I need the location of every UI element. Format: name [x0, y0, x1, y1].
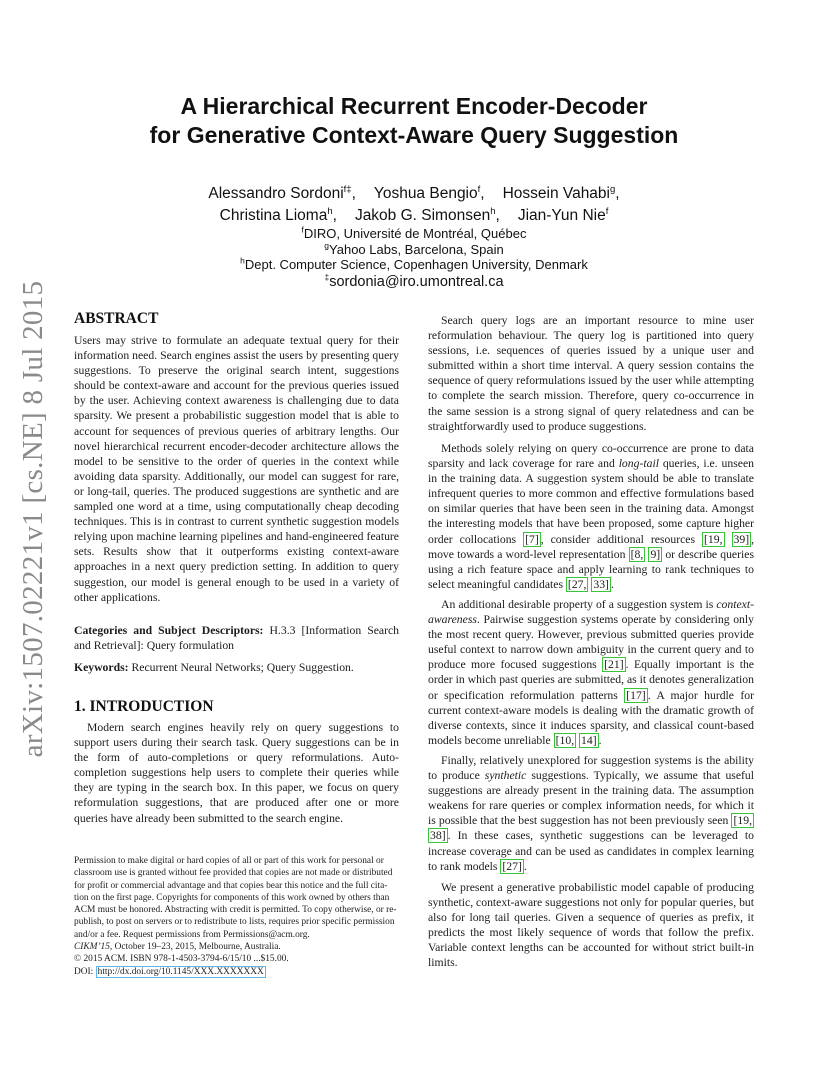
author-name: Hossein Vahabi — [502, 185, 610, 202]
permission-line: ACM must be honored. Abstracting with credit is permitted. To copy otherwise, or re- — [74, 905, 397, 916]
author-name: Jian-Yun Nie — [517, 207, 606, 224]
intro-text: Modern search engines heavily rely on query suggestions to support users during their search task. Query suggestions can be in the form of auto-completions or query reformulations. Auto-completion suggestions help users to complete their queries while they are typing in the search box. In this paper, we focus on query reformulation suggestions, that are produced after one or more queries have already been submitted to the search engine. — [74, 721, 399, 825]
text-run: Finally, relatively unexplored for suggestion systems is the ability to produce — [428, 754, 754, 783]
copyright-line: © 2015 ACM. ISBN 978-1-4503-3794-6/15/10 ...$15.00. — [74, 954, 289, 965]
keywords-paragraph — [74, 660, 399, 675]
title-line-2: for Generative Context-Aware Query Suggestion — [149, 122, 679, 148]
author-affil-mark: h — [490, 205, 496, 217]
author-name: Jakob G. Simonsen — [354, 207, 491, 224]
author-name: Christina Lioma — [219, 207, 328, 224]
citation-link[interactable]: [8, — [630, 547, 644, 561]
text-run: suggestions. Typically, we assume that useful suggestions are already present in the training data. The assumption weakens for rare queries or complex information needs, for which it is possible that the best suggestion has not been previously seen — [428, 769, 755, 828]
author-name: Alessandro Sordoni — [208, 185, 344, 202]
abstract-heading: ABSTRACT — [74, 310, 159, 327]
citation-link[interactable]: [17] — [626, 688, 646, 702]
permission-notice — [74, 855, 404, 978]
text-run: Methods solely relying on query co-occurrence are prone to data sparsity and lack coverage for rare and — [428, 442, 754, 471]
paper-title — [0, 92, 828, 150]
author-affil-mark: h — [327, 205, 333, 217]
text-run: . Equally important is the order in which past queries are submitted, as it denotes generalization or specification reformulation patterns — [428, 658, 754, 702]
text-run: . A major hurdle for current context-aware models is dealing with the dramatic growth of diverse contexts, since it induces sparsity, and classical count-based models become unreliable — [428, 688, 754, 747]
text-run: . In these cases, synthetic suggestions can be leveraged to increase coverage and can be used as candidates in complex learning to rank models — [428, 829, 754, 873]
affil-mark: g — [324, 240, 330, 251]
author-name: Yoshua Bengio — [373, 185, 478, 202]
affiliation: Yahoo Labs, Barcelona, Spain — [329, 241, 504, 257]
text-run: , move towards a word-level representation — [428, 532, 755, 561]
permission-line: and/or a fee. Request permissions from Permissions@acm.org. — [74, 929, 310, 940]
text-run: . Pairwise suggestion systems operate by considering only the most recent query. However, previous submitted queries provide useful context to narrow down ambiguity in the current query and to produce more focused suggestions — [428, 613, 754, 672]
citation-link[interactable]: 33] — [593, 577, 609, 591]
right-paragraph-2 — [428, 441, 754, 592]
intro-heading: 1. INTRODUCTION — [74, 698, 214, 715]
citation-link[interactable]: [7] — [525, 532, 539, 546]
doi-link[interactable]: http://dx.doi.org/10.1145/XXX.XXXXXXX — [97, 966, 264, 977]
abstract-text: Users may strive to formulate an adequate textual query for their information need. Search engines assist the users by presenting query suggestions. To preserve the original search intent, suggestions should be context-aware and account for the previous queries issued by the user. Achieving context awareness is challenging due to data sparsity. We present a probabilistic suggestion model that is able to account for sequences of previous queries of arbitrary lengths. Our novel hierarchical recurrent encoder-decoder architecture allows the model to be sensitive to the order of queries in the context while avoiding data sparsity. Additionally, our model can suggest for rare, or long-tail, queries. The produced suggestions are synthetic and are sampled one word at a time, using computationally cheap decoding techniques. This is in contrast to current synthetic suggestion models relying upon machine learning pipelines and hand-engineered feature sets. Results show that it outperforms existing context-aware approaches in a next query prediction setting. In addition to query suggestion, our model is general enough to be used in a variety of other applications. — [74, 334, 399, 604]
citation-link[interactable]: [27, — [567, 577, 587, 591]
conference-details: October 19–23, 2015, Melbourne, Australia. — [114, 942, 281, 953]
text-run: An additional desirable property of a suggestion system is — [441, 598, 717, 611]
text-run: or describe queries using a rich feature space and apply learning to rank techniques to select meaningful candidates — [428, 547, 754, 591]
emphasis-text: synthetic — [484, 769, 527, 783]
citation-link[interactable]: 9] — [650, 547, 661, 561]
categories-paragraph — [74, 623, 399, 653]
citation-link[interactable]: 39] — [733, 532, 750, 546]
keywords-text: Recurrent Neural Networks; Query Suggestion. — [131, 661, 354, 674]
text-run: , consider additional resources — [540, 532, 702, 546]
permission-line: publish, to post on servers or to redistribute to lists, requires prior specific permission — [74, 917, 395, 928]
author-affil-mark: f‡ — [343, 183, 352, 195]
doi-label: DOI: — [74, 966, 94, 977]
conference-name: CIKM’15, — [74, 942, 113, 953]
categories-label: Categories and Subject Descriptors: — [74, 624, 264, 637]
affil-mark: f — [301, 224, 304, 235]
right-paragraph-1: Search query logs are an important resource to mine user reformulation behaviour. The query log is partitioned into query sessions, i.e. sequences of queries issued by a unique user and submitted within a short time interval. A query session contains the sequence of query reformulations issued by the user while attempting to complete the search mission. Therefore, query co-occurrence in the same session is a strong signal of query relatedness and can be straightforwardly used to produce suggestions. — [428, 314, 754, 433]
citation-link[interactable]: [19, — [704, 532, 723, 546]
citation-link[interactable]: 14] — [581, 733, 597, 747]
right-paragraph-5: We present a generative probabilistic model capable of producing synthetic, context-aware suggestions not only for popular queries, but also for long tail queries. Given a sequence of queries as prefix, it predicts the most likely sequence of words that follow the prefix. Variable context lengths can be accounted for without strict built-in limits. — [428, 881, 754, 970]
email-address: sordonia@iro.umontreal.ca — [329, 274, 504, 290]
contact-email — [0, 274, 828, 290]
citation-link[interactable]: [27] — [502, 859, 522, 873]
citation-link[interactable]: [10, — [555, 733, 575, 747]
right-paragraph-4 — [428, 753, 754, 874]
permission-line: for profit or commercial advantage and that copies bear this notice and the full cita- — [74, 880, 388, 891]
affiliation: Dept. Computer Science, Copenhagen University, Denmark — [244, 257, 588, 272]
text-run: . — [610, 577, 614, 591]
citation-link[interactable]: [21] — [604, 658, 624, 672]
permission-line: tion on the first page. Copyrights for components of this work owned by others than — [74, 892, 390, 903]
emphasis-text: context-awareness — [428, 598, 754, 627]
citation-link[interactable]: 38] — [430, 829, 446, 843]
author-list: Alessandro Sordoni$^{f\ddagger}$, Yoshua Bengio$^f$, Hossein Vahabi$^g$, Christina Lioma$^h$, Jakob G. Simonsen$^h$, Jian-Yun Nie$^f$ — [208, 183, 620, 224]
text-run: queries, i.e. unseen in the training data. A suggestion system should be able to translate infrequent queries to more common and effective formulations based on similar queries that have been seen in the training data. Amongst the interesting models that have been proposed, some capture higher order collocations — [428, 457, 754, 546]
permission-line: classroom use is granted without fee provided that copies are not made or distributed — [74, 868, 393, 879]
right-paragraph-3 — [428, 597, 754, 748]
author-affil-mark: f — [605, 205, 609, 217]
categories-text: H.3.3 [Information Search and Retrieval]: Query formulation — [74, 624, 400, 653]
title-line-1: A Hierarchical Recurrent Encoder-Decoder — [180, 93, 648, 119]
permission-line: Permission to make digital or hard copies of all or part of this work for personal or — [74, 856, 384, 866]
affil-mark: h — [240, 255, 245, 266]
text-run: . — [598, 733, 602, 747]
keywords-label: Keywords: — [74, 661, 129, 674]
affiliation: DIRO, Université de Montréal, Québec — [303, 226, 527, 241]
emphasis-text: long-tail — [618, 457, 659, 471]
text-run: . — [523, 859, 527, 873]
citation-link[interactable]: [19, — [733, 814, 752, 828]
email-mark: ‡ — [324, 272, 330, 283]
arxiv-stamp: arXiv:1507.02221v1 [cs.NE] 8 Jul 2015 — [17, 280, 49, 758]
author-affil-mark: f — [477, 183, 481, 195]
affiliations — [0, 226, 828, 273]
author-affil-mark: g — [610, 183, 616, 195]
